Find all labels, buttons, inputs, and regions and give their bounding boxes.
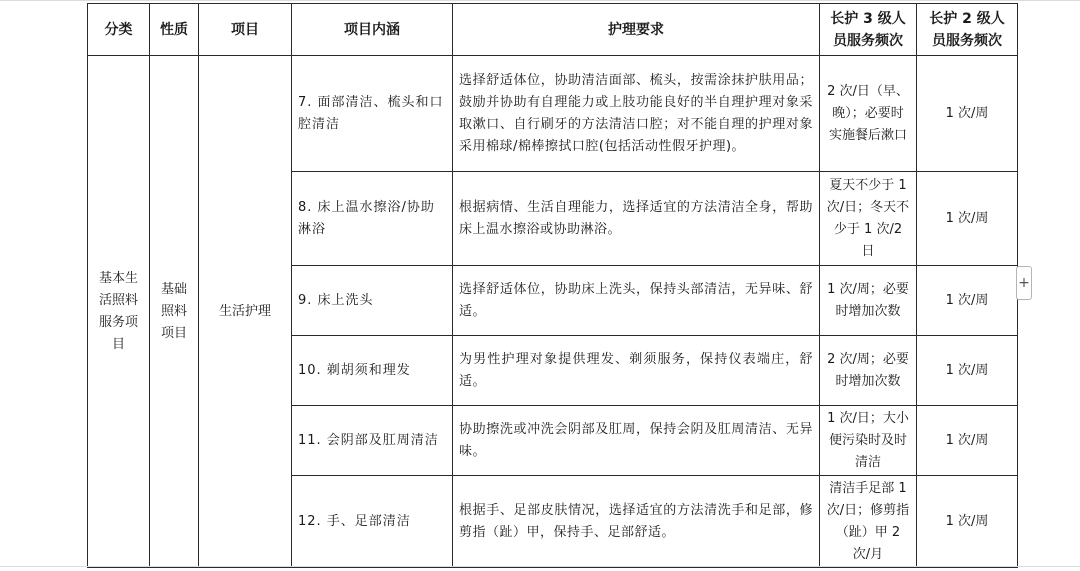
project-cell: 生活护理	[199, 56, 292, 568]
page-edge-bottom	[0, 566, 1080, 567]
header-freq-level3: 长护 3 级人员服务频次	[820, 4, 917, 56]
item-freq-level3: 夏天不少于 1 次/日；冬天不少于 1 次/2 日	[820, 172, 917, 266]
item-requirement: 协助擦洗或冲洗会阴部及肛周，保持会阴及肛周清洁、无异味。	[453, 406, 820, 476]
header-nature: 性质	[150, 4, 199, 56]
header-content: 项目内涵	[292, 4, 453, 56]
item-freq-level2: 1 次/周	[917, 266, 1018, 336]
nature-cell	[150, 56, 199, 568]
item-content: 8. 床上温水擦浴/协助淋浴	[292, 172, 453, 266]
item-freq-level2: 1 次/周	[917, 406, 1018, 476]
item-freq-level3: 1 次/周；必要时增加次数	[820, 266, 917, 336]
header-category: 分类	[88, 4, 150, 56]
item-content: 9. 床上洗头	[292, 266, 453, 336]
page-edge-top	[0, 0, 1080, 1]
add-row-button[interactable]: +	[1016, 266, 1032, 300]
item-requirement: 选择舒适体位，协助清洁面部、梳头，按需涂抹护肤用品；鼓励并协助有自理能力或上肢功能良好的半自理护理对象采取漱口、自行刷牙的方法清洁口腔；对不能自理的护理对象采用棉球/棉棒擦拭口腔(包括活动性假牙护理)。	[453, 56, 820, 172]
item-requirement: 为男性护理对象提供理发、剃须服务，保持仪表端庄，舒适。	[453, 336, 820, 406]
item-freq-level3: 清洁手足部 1 次/日；修剪指（趾）甲 2 次/月	[820, 476, 917, 568]
item-content: 11. 会阴部及肛周清洁	[292, 406, 453, 476]
item-requirement: 根据手、足部皮肤情况，选择适宜的方法清洗手和足部，修剪指（趾）甲，保持手、足部舒适。	[453, 476, 820, 568]
category-text: 基本生活照料服务项目	[98, 270, 138, 352]
header-row	[88, 4, 1018, 56]
item-freq-level2: 1 次/周	[917, 336, 1018, 406]
item-content: 10. 剃胡须和理发	[292, 336, 453, 406]
item-content: 12. 手、足部清洁	[292, 476, 453, 568]
header-freq-level2: 长护 2 级人员服务频次	[917, 4, 1018, 56]
table-row	[88, 56, 1018, 172]
item-freq-level2: 1 次/周	[917, 172, 1018, 266]
item-freq-level3: 2 次/周；必要时增加次数	[820, 336, 917, 406]
item-requirement: 根据病情、生活自理能力，选择适宜的方法清洁全身，帮助床上温水擦浴或协助淋浴。	[453, 172, 820, 266]
category-cell	[88, 56, 150, 568]
item-freq-level2: 1 次/周	[917, 476, 1018, 568]
nature-text: 基础照料项目	[160, 281, 187, 341]
item-freq-level3: 1 次/日；大小便污染时及时清洁	[820, 406, 917, 476]
item-freq-level2: 1 次/周	[917, 56, 1018, 172]
header-requirement: 护理要求	[453, 4, 820, 56]
item-freq-level3: 2 次/日（早、晚）；必要时实施餐后漱口	[820, 56, 917, 172]
item-requirement: 选择舒适体位，协助床上洗头，保持头部清洁，无异味、舒适。	[453, 266, 820, 336]
item-content: 7. 面部清洁、梳头和口腔清洁	[292, 56, 453, 172]
header-project: 项目	[199, 4, 292, 56]
care-service-table	[87, 3, 1018, 568]
